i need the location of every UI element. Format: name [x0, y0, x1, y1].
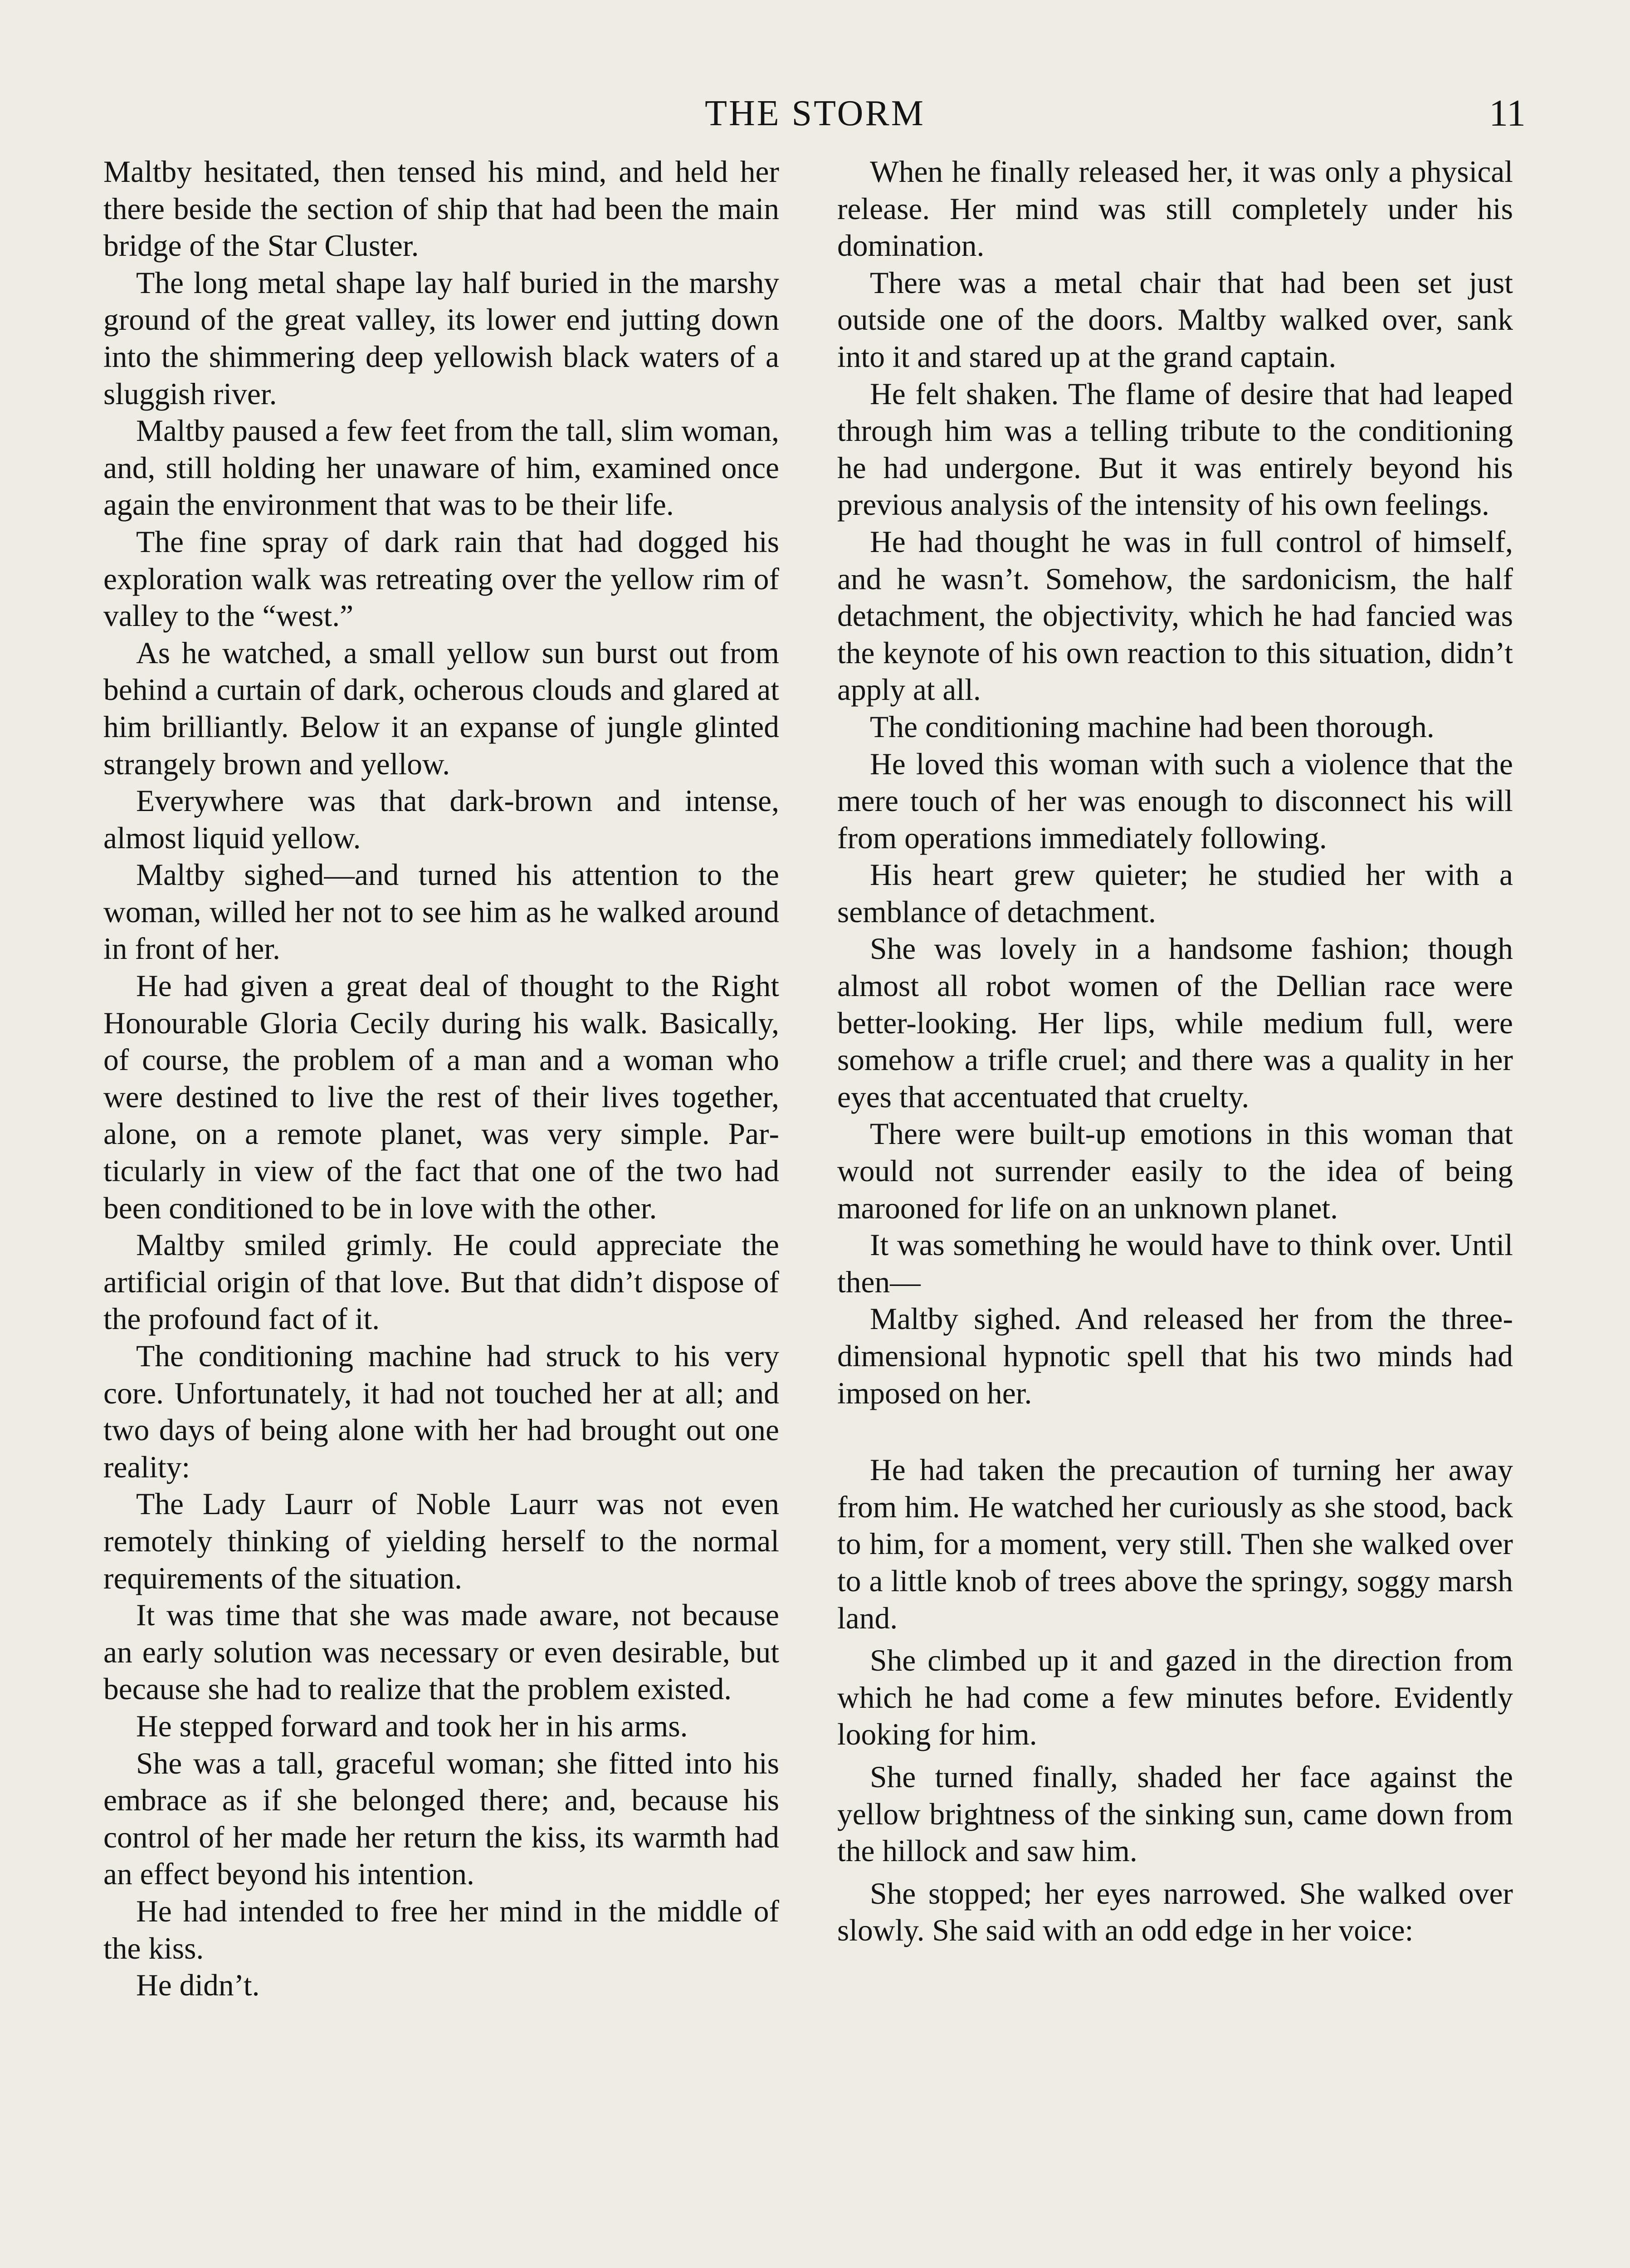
paragraph: He had thought he was in full control of himself, and he wasn’t. Somehow, the sardonicism, the half detachment, the objectivity, which he had fancied was the keynote of his own reaction to this situation, didn’t apply at all. [837, 524, 1513, 707]
paragraph: She climbed up it and gazed in the direction from which he had come a few minutes before. Evidently looking for him. [837, 1643, 1513, 1752]
paragraph: He had taken the precaution of turning her away from him. He watched her curiously as she stood, back to him, for a moment, very still. Then she walked over to a little knob of trees above the springy, soggy marsh land. [837, 1453, 1513, 1635]
page-number: 11 [1489, 92, 1526, 134]
paragraph: As he watched, a small yellow sun burst out from behind a curtain of dark, ocherous clouds and glared at him brilliantly. Below it an expanse of jungle glinted strangely brown and yellow. [103, 635, 779, 781]
paragraph: The fine spray of dark rain that had dogged his exploration walk was retreating over the yellow rim of valley to the “west.” [103, 524, 779, 633]
paragraph: The conditioning machine had been thorough. [870, 709, 1435, 744]
paragraph: He felt shaken. The flame of desire that had leaped through him was a telling tribute to the conditioning he had undergone. But it was entirely beyond his previous analysis of the intensity of his own feelings. [837, 376, 1513, 522]
paragraph: There were built-up emotions in this woman that would not surrender easily to the idea of being marooned for life on an unknown planet. [837, 1117, 1513, 1225]
left-text-column [103, 153, 779, 2004]
paragraph: He loved this woman with such a violence that the mere touch of her was enough to disconnect his will from operations immediately following. [837, 747, 1513, 855]
paragraph: The long metal shape lay half buried in the marshy ground of the great valley, its lower end jutting down into the shimmering deep yellowish black waters of a sluggish river. [103, 265, 779, 411]
paragraph: Maltby smiled grimly. He could appreciate the artificial origin of that love. But that didn’t dispose of the profound fact of it. [103, 1228, 779, 1336]
paragraph: When he finally released her, it was only a physical release. Her mind was still completely under his domination. [837, 155, 1513, 263]
paragraph: He had given a great deal of thought to the Right Honourable Gloria Cecily during his walk. Basically, of course, the problem of a man and a woman who were destined to live the rest of their lives together, alone, on a remote planet, was very simple. Particularly in view of the fact that one of the two had been conditioned to be in love with the other. [103, 969, 779, 1225]
paragraph: She turned finally, shaded her face against the yellow brightness of the sinking sun, came down from the hillock and saw him. [837, 1760, 1513, 1868]
paragraph: It was something he would have to think over. Until then— [837, 1228, 1513, 1299]
page-header [0, 86, 1630, 141]
paragraph: His heart grew quieter; he studied her with a semblance of detachment. [837, 858, 1513, 929]
paragraph: There was a metal chair that had been set just outside one of the doors. Maltby walked over, sank into it and stared up at the grand captain. [837, 265, 1513, 374]
paragraph: Everywhere was that dark-brown and intense, almost liquid yellow. [103, 784, 779, 855]
paragraph: Maltby hesitated, then tensed his mind, and held her there beside the section of ship that had been the main bridge of the Star Cluster. [103, 155, 779, 263]
paragraph: She stopped; her eyes narrowed. She walked over slowly. She said with an odd edge in her voice: [837, 1876, 1513, 1948]
paragraph: She was a tall, graceful woman; she fitted into his embrace as if she belonged there; and, because his control of her made her return the kiss, its warmth had an effect beyond his intention. [103, 1746, 779, 1892]
paragraph: He had intended to free her mind in the middle of the kiss. [103, 1894, 779, 1965]
right-text-column [837, 153, 1513, 1949]
paragraph: She was lovely in a handsome fashion; though almost all robot women of the Dellian race were better-looking. Her lips, while medium full, were somehow a trifle cruel; and there was a quality in her eyes that accentuated that cruelty. [837, 932, 1513, 1114]
paragraph: The Lady Laurr of Noble Laurr was not even remotely thinking of yielding herself to the normal requirements of the situation. [103, 1487, 779, 1595]
paragraph: Maltby sighed—and turned his attention to the woman, willed her not to see him as he walked around in front of her. [103, 858, 779, 966]
paragraph: Maltby sighed. And released her from the three-dimensional hypnotic spell that his two minds had imposed on her. [837, 1302, 1513, 1410]
paragraph: The conditioning machine had struck to his very core. Unfortunately, it had not touched her at all; and two days of being alone with her had brought out one reality: [103, 1339, 779, 1484]
paragraph: He stepped forward and took her in his arms. [136, 1709, 688, 1743]
paragraph: He didn’t. [136, 1968, 260, 2003]
paragraph: It was time that she was made aware, not because an early solution was necessary or even desirable, but because she had to realize that the problem existed. [103, 1598, 779, 1706]
running-title: THE STORM [705, 93, 925, 133]
paragraph: Maltby paused a few feet from the tall, slim woman, and, still holding her unaware of him, examined once again the environment that was to be their life. [103, 414, 779, 522]
